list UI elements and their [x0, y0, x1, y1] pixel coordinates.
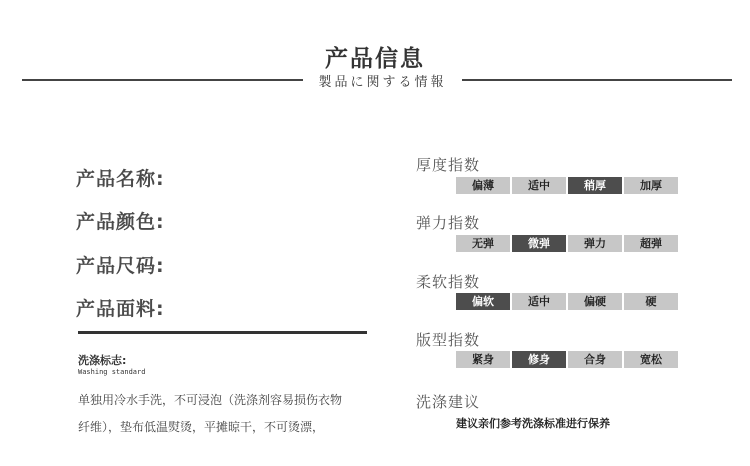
fit-scale [456, 351, 680, 368]
thickness-index-label: 厚度指数 [416, 156, 481, 174]
softness-index-label: 柔软指数 [416, 273, 481, 291]
elasticity-option: 超弹 [624, 235, 678, 252]
washing-instructions-line-2: 纤维），垫布低温熨烫，平摊晾干，不可烫漂， [78, 420, 325, 434]
header-divider-left [22, 79, 303, 81]
softness-option: 偏软 [456, 293, 510, 310]
elasticity-index-label: 弹力指数 [416, 214, 481, 232]
product-size-label: 产品尺码: [76, 255, 165, 277]
fit-option: 宽松 [624, 351, 678, 368]
thickness-option: 偏薄 [456, 177, 510, 194]
fit-index-label: 版型指数 [416, 331, 481, 349]
washing-heading: 洗涤标志: [78, 354, 127, 367]
product-color-label: 产品颜色: [76, 211, 165, 233]
thickness-option: 稍厚 [568, 177, 622, 194]
fit-option: 紧身 [456, 351, 510, 368]
elasticity-option: 微弹 [512, 235, 566, 252]
washing-suggestion-text: 建议亲们参考洗涤标准进行保养 [456, 417, 610, 430]
washing-suggestion-label: 洗涤建议 [416, 393, 481, 411]
elasticity-option: 弹力 [568, 235, 622, 252]
elasticity-scale [456, 235, 680, 252]
page-title: 产品信息 [325, 46, 425, 72]
elasticity-option: 无弹 [456, 235, 510, 252]
softness-scale [456, 293, 680, 310]
washing-instructions-line-1: 单独用冷水手洗，不可浸泡（洗涤剂容易损伤衣物 [78, 393, 343, 407]
section-divider [78, 331, 367, 334]
product-fabric-label: 产品面料: [76, 298, 165, 320]
softness-option: 适中 [512, 293, 566, 310]
softness-option: 硬 [624, 293, 678, 310]
thickness-scale [456, 177, 680, 194]
thickness-option: 适中 [512, 177, 566, 194]
page-subtitle: 製品に関する情報 [318, 75, 447, 90]
fit-option: 修身 [512, 351, 566, 368]
thickness-option: 加厚 [624, 177, 678, 194]
header-divider-right [462, 79, 732, 81]
softness-option: 偏硬 [568, 293, 622, 310]
product-name-label: 产品名称: [76, 168, 165, 190]
washing-heading-en: Washing standard [78, 368, 146, 376]
fit-option: 合身 [568, 351, 622, 368]
